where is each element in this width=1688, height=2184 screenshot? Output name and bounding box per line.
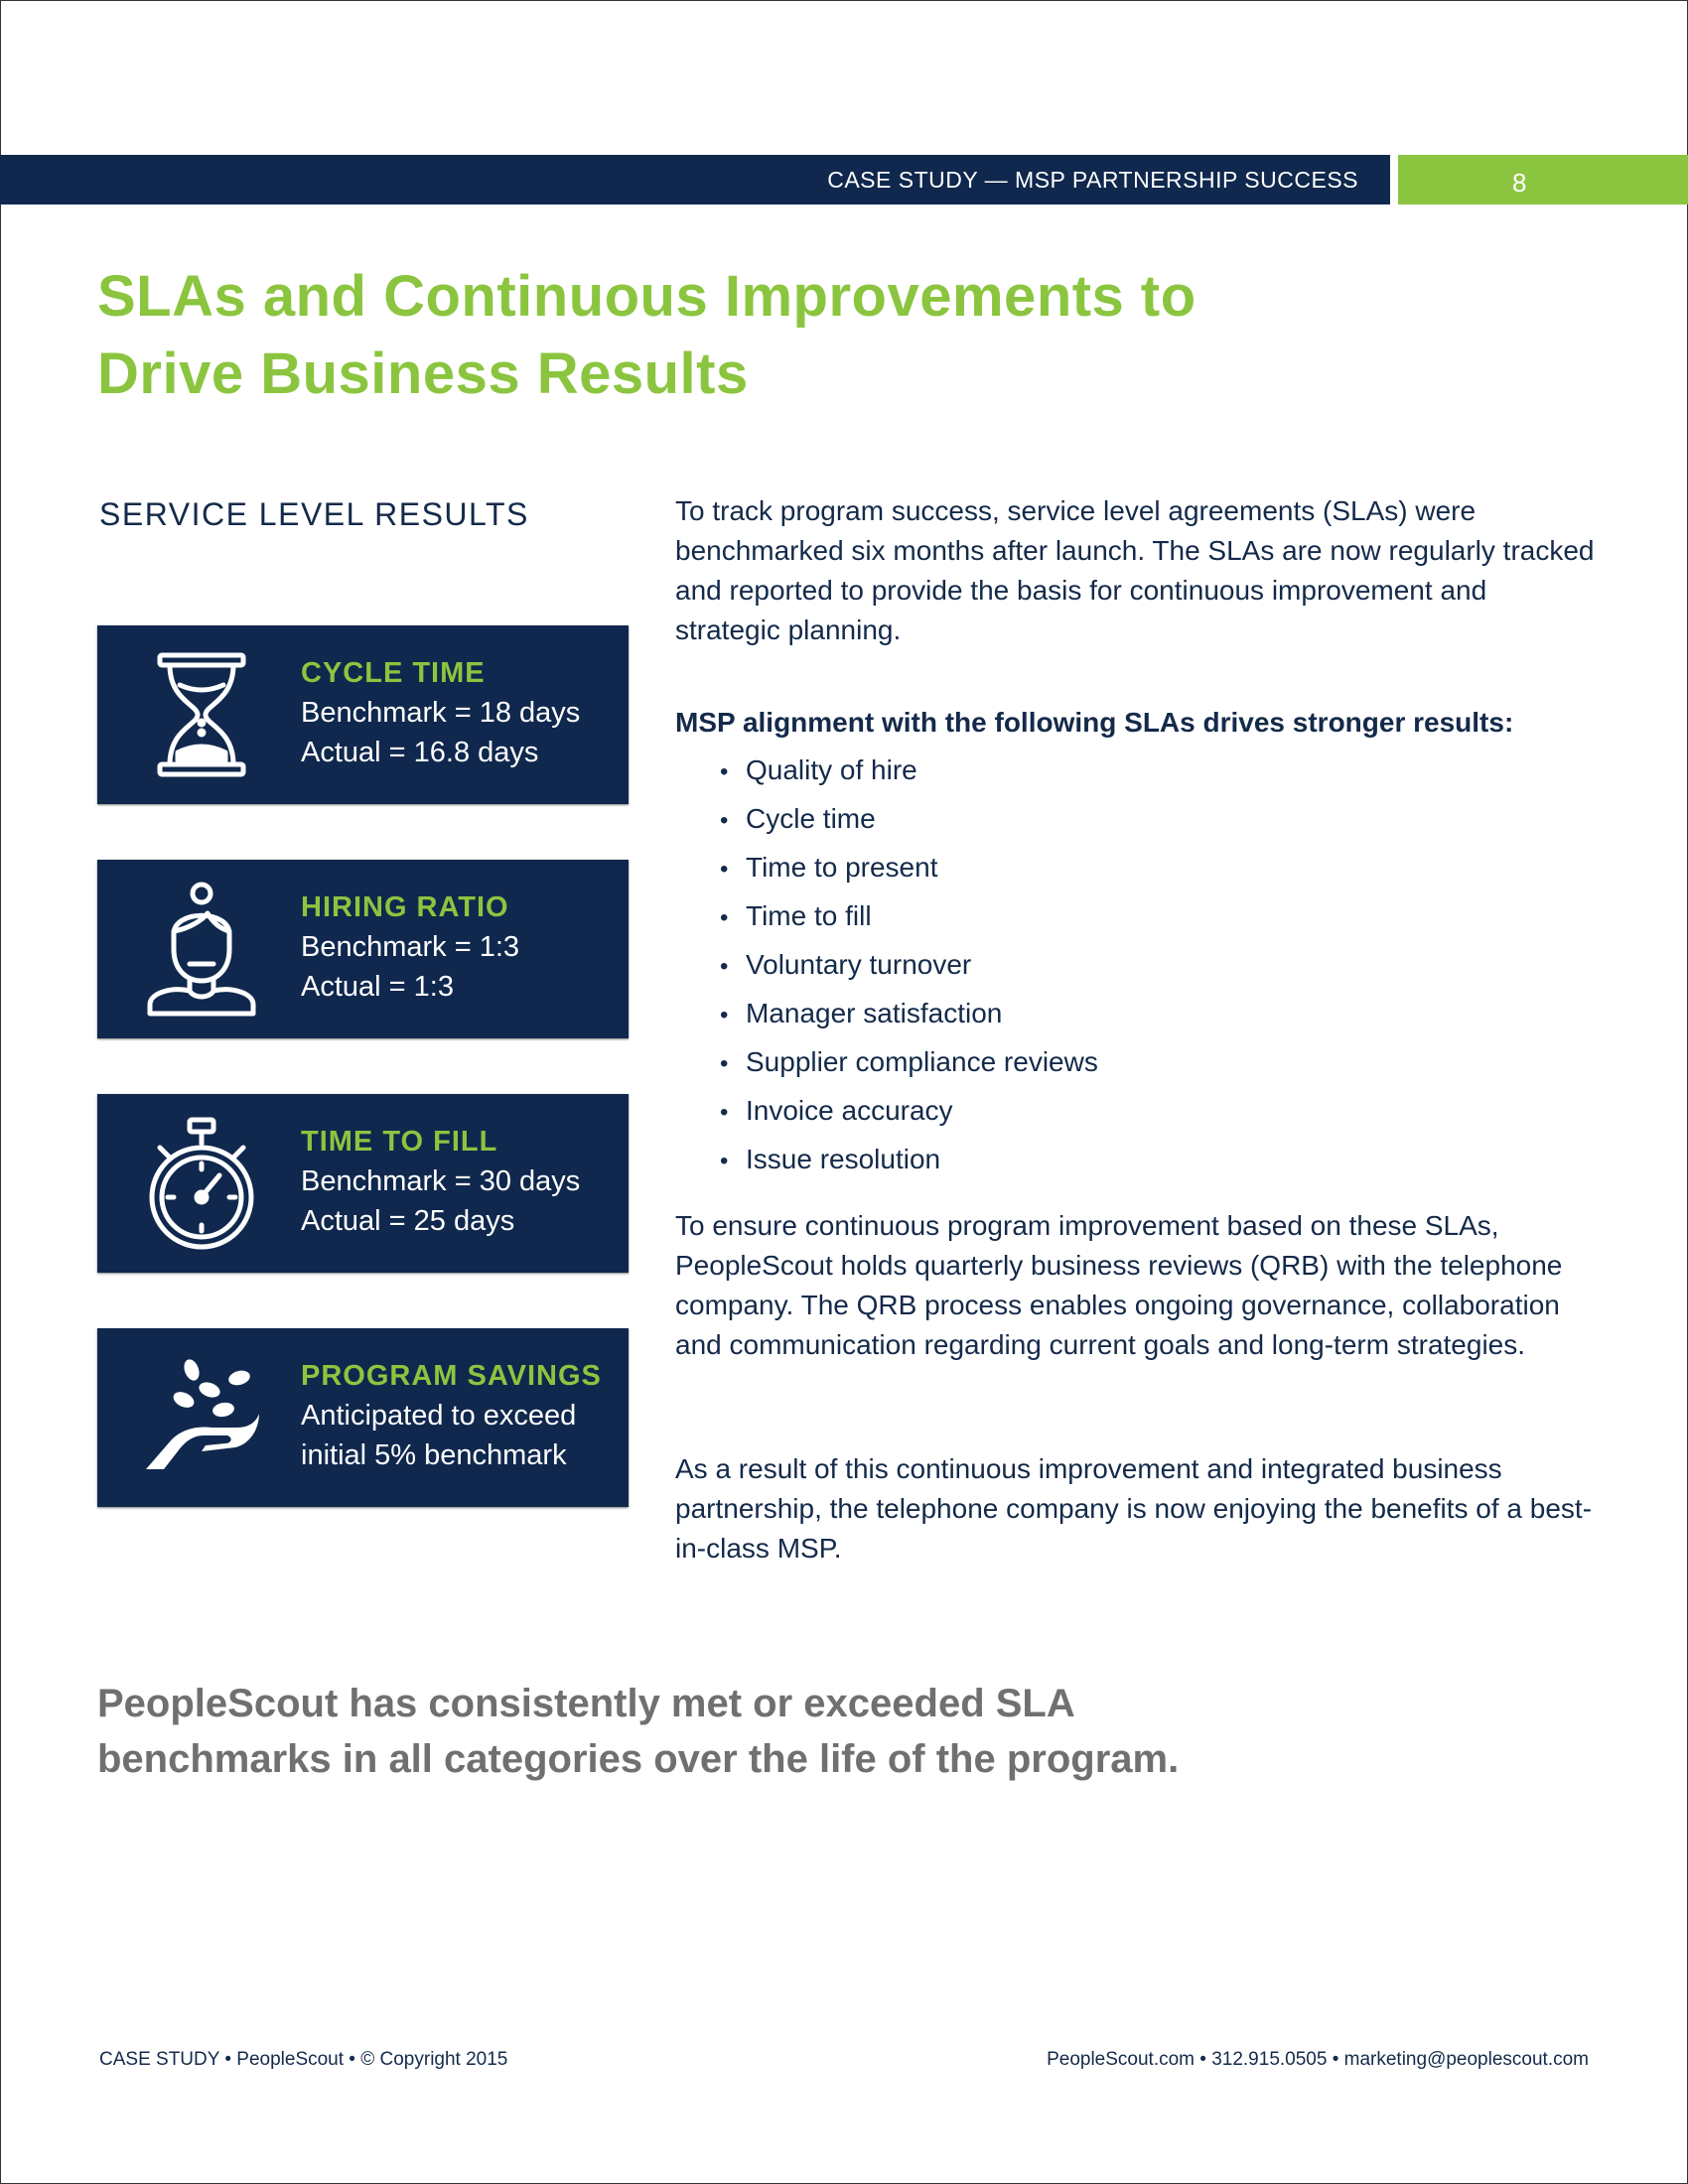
- stat-benchmark: Benchmark = 1:3: [301, 931, 520, 963]
- callout-text: PeopleScout has consistently met or exceeded SLA benchmarks in all categories over the life of the program.: [97, 1682, 1180, 1781]
- list-item: • Quality of hire: [720, 754, 917, 785]
- stat-card-cycle-time: [97, 625, 629, 804]
- footer-left: CASE STUDY • PeopleScout • © Copyright 2015: [99, 2049, 508, 2070]
- stat-card-hiring-ratio: [97, 860, 629, 1038]
- list-heading: MSP alignment with the following SLAs drives stronger results:: [675, 707, 1514, 738]
- paragraph-3: As a result of this continuous improvement and integrated business partnership, the telephone company is now enjoying the benefits of a best-in-class MSP.: [675, 1453, 1593, 1564]
- stat-title: PROGRAM SAVINGS: [301, 1360, 602, 1392]
- list-item: • Voluntary turnover: [720, 949, 972, 980]
- list-item-label: Supplier compliance reviews: [746, 1046, 1098, 1077]
- intro-paragraph: To track program success, service level agreements (SLAs) were benchmarked six months after launch. The SLAs are now regularly tracked and reported to provide the basis for continuous improvement and strategic planning.: [675, 495, 1595, 645]
- stat-title: HIRING RATIO: [301, 891, 509, 923]
- page-title: SLAs and Continuous Improvements to Drive Business Results: [97, 264, 1196, 406]
- page-number-box: [1398, 155, 1688, 205]
- stat-title: CYCLE TIME: [301, 657, 486, 689]
- paragraph-2: To ensure continuous program improvement based on these SLAs, PeopleScout holds quarterly business reviews (QRB) with the telephone company. The QRB process enables ongoing governance, collaboration and communication regarding current goals and long-term strategies.: [675, 1210, 1563, 1360]
- hand-coins-icon: [142, 1348, 261, 1487]
- list-item-label: Invoice accuracy: [746, 1095, 953, 1126]
- list-item: • Issue resolution: [720, 1144, 941, 1174]
- stat-benchmark: Benchmark = 30 days: [301, 1165, 581, 1197]
- stat-benchmark: Benchmark = 18 days: [301, 697, 581, 729]
- list-item: • Time to fill: [720, 900, 872, 931]
- stat-card-time-to-fill: [97, 1094, 629, 1273]
- list-item: • Manager satisfaction: [720, 998, 1003, 1028]
- list-item-label: Quality of hire: [746, 754, 917, 785]
- header-bar: [0, 155, 1390, 205]
- stat-actual: Actual = 25 days: [301, 1205, 515, 1237]
- sla-list: [720, 747, 1098, 1184]
- list-item: • Cycle time: [720, 803, 876, 834]
- section-label: SERVICE LEVEL RESULTS: [99, 496, 529, 532]
- list-item-label: Cycle time: [746, 803, 876, 834]
- stat-actual: Actual = 1:3: [301, 971, 454, 1003]
- list-item: • Supplier compliance reviews: [720, 1046, 1098, 1077]
- list-item: • Time to present: [720, 852, 938, 883]
- person-icon: [142, 880, 261, 1019]
- list-item-label: Manager satisfaction: [746, 998, 1003, 1028]
- stat-actual: Actual = 16.8 days: [301, 737, 539, 768]
- hourglass-icon: [142, 645, 261, 784]
- stat-card-program-savings: [97, 1328, 629, 1507]
- page-number: 8: [1512, 168, 1527, 198]
- stat-title: TIME TO FILL: [301, 1126, 498, 1158]
- list-item-label: Voluntary turnover: [746, 949, 972, 980]
- stat-line-1: Anticipated to exceed: [301, 1400, 577, 1432]
- list-item-label: Issue resolution: [746, 1144, 941, 1174]
- header-title: CASE STUDY — MSP PARTNERSHIP SUCCESS: [827, 167, 1358, 193]
- list-item: • Invoice accuracy: [720, 1095, 953, 1126]
- list-item-label: Time to fill: [746, 900, 872, 931]
- list-item-label: Time to present: [746, 852, 938, 883]
- stat-line-2: initial 5% benchmark: [301, 1439, 567, 1471]
- stopwatch-icon: [142, 1114, 261, 1253]
- footer-right: PeopleScout.com • 312.915.0505 • marketing@peoplescout.com: [1047, 2049, 1589, 2070]
